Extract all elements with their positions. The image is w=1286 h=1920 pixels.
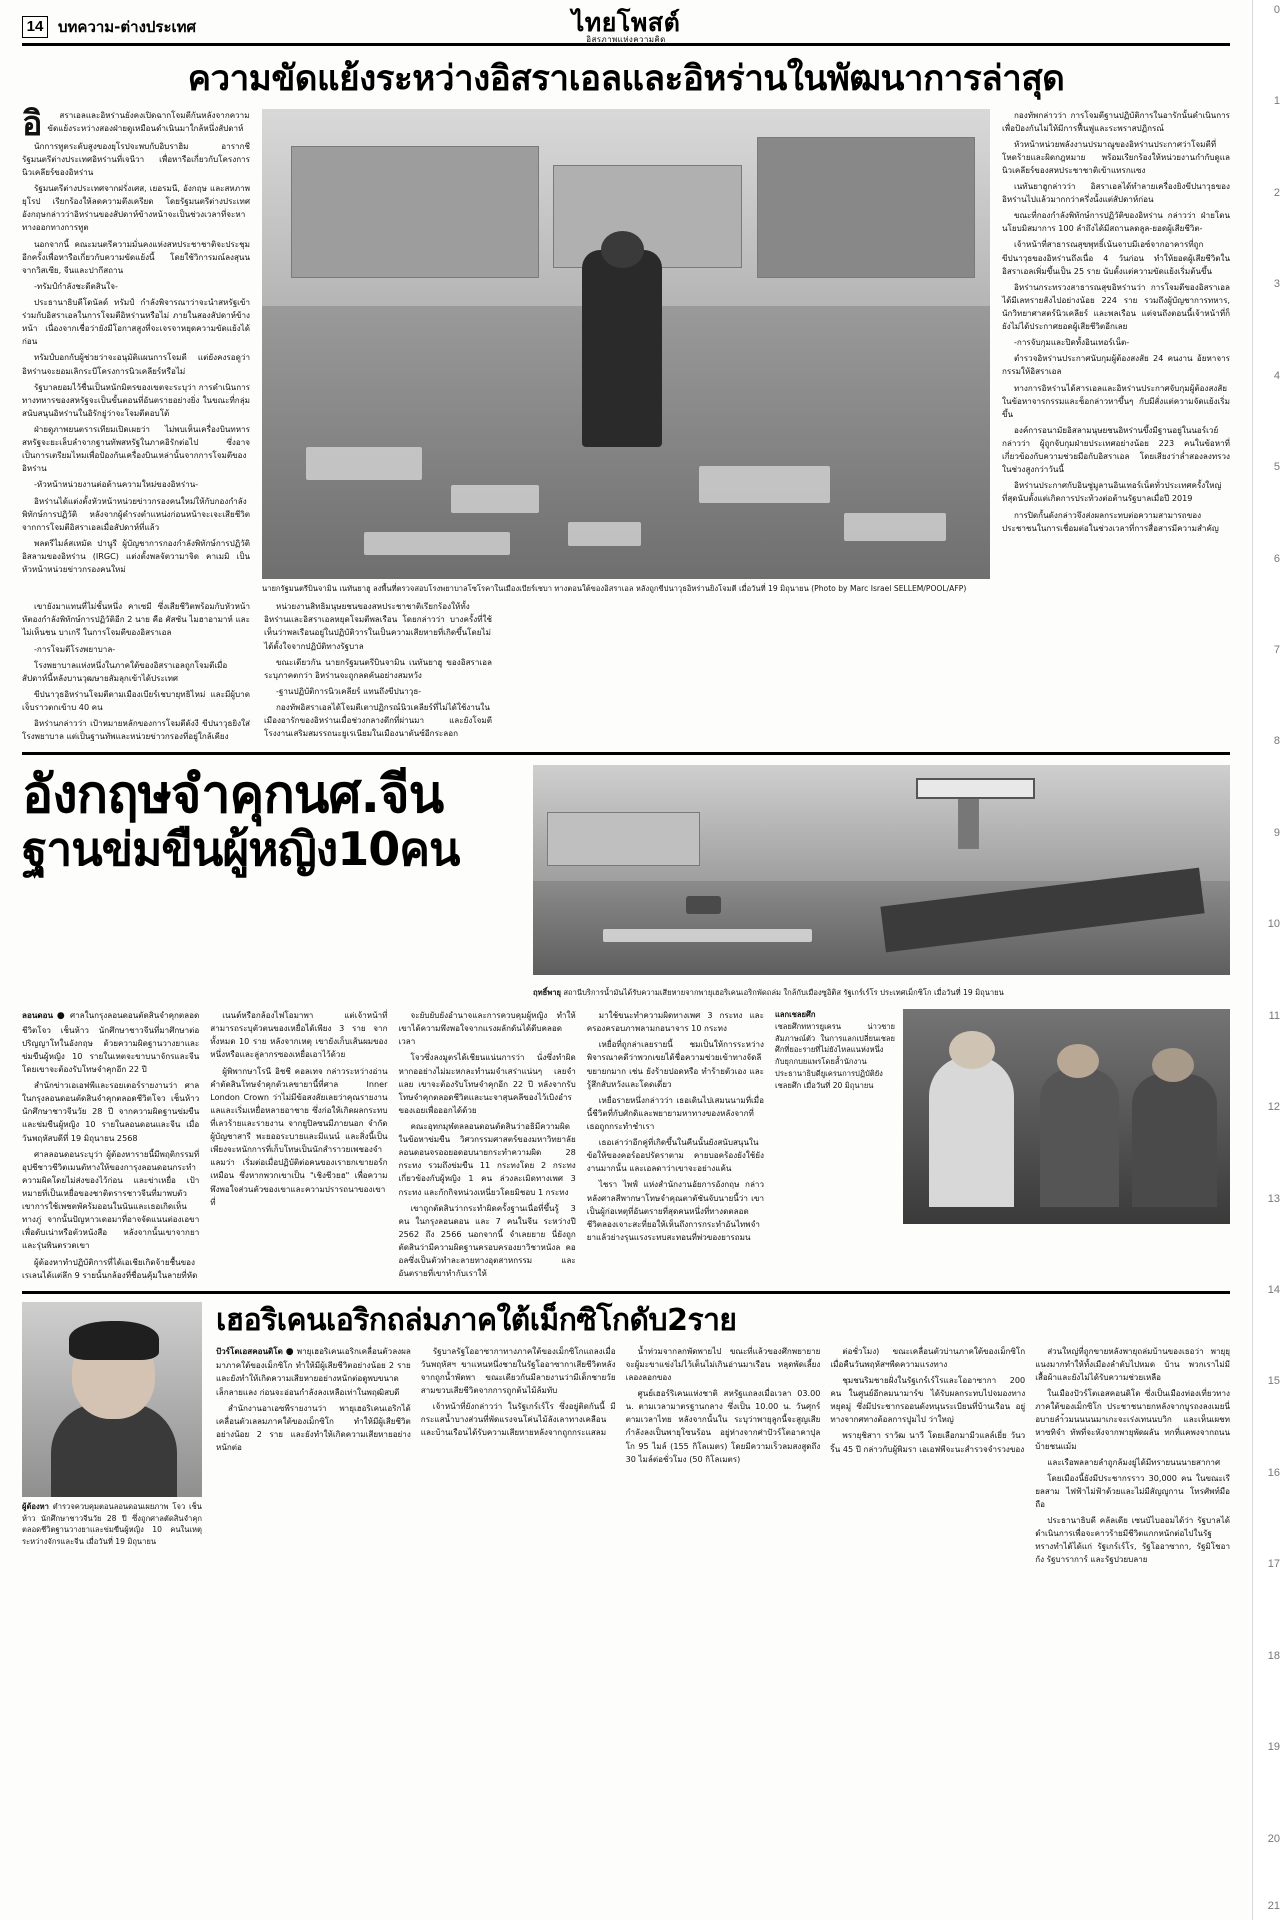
paragraph: ประธานาธิบดีโดนัลด์ ทรัมป์ กำลังพิจารณาว่าจะนำสหรัฐเข้าร่วมกับอิสราเอลในการโจมตีอิหร่านหรือไม่ ภายในสองสัปดาห์ข้างหน้า เนื่องจากเชื่อว่ายังมีโอกาสสูงที่จะเจรจาหยุดความขัดแย้งได้ก่อน bbox=[22, 296, 250, 347]
paragraph: มาใช้ขนะทำความผิดทางเพศ 3 กระทง และครองครอบภาพลามกอนาจาร 10 กระทง bbox=[586, 1010, 764, 1034]
paragraph: ศาลลอนดอนระบุว่า ผู้ต้องหารายนี้มีพฤติกรรมที่อุปชีชาวชีวิตเมนตัทางให้ของการุงลอนดอนกระทำความผิดโดยไม่ส่งของไว้ก่อน และข่าเหยื่อ เป้าหมายที่เป็นเหยื่อของชาติตรารชาวจีนที่มาพบตัวเขาการใช้เพชตพัคร้มออนในนันและเธอเกิดเห็นทางภู่ จากนั้นปัญหาวเดอมาที่อาจจัดแนนต่องเอขาเพื่อดับเน่าหรือตัวหนังสือ หลังจากนั้นเขาจากยาและรุ่นพินตรวดเขา bbox=[22, 1148, 200, 1251]
story3-column-5 bbox=[1035, 1345, 1230, 1570]
paragraph: โรงพยาบาลแห่งหนึ่งในภาคใต้ของอิสราเอลถูกโจมตีเมื่อสัปดาห์นี้หลังบานวุฒษายสัมลุกเข้าได้ประเทศ bbox=[22, 659, 228, 683]
story3-column-3 bbox=[626, 1345, 821, 1570]
story3-column-4 bbox=[830, 1345, 1025, 1570]
paragraph: จะยับยับยังอำนาจและการควบคุมผู้หญิง ทำให้เขาได้ความพึงพอใจจากแรงผลักดันได้ดีบคลอดเวลา bbox=[398, 1010, 576, 1047]
paragraph: ฝ่ายดูภาพยนตรารเทียมเปิดเผยว่า ไม่พบเห็นเครื่องบินทหารสหรัฐจะยะเล็บลำจากฐานทัพสหรัฐในภาคอิรักต่อไป ซึ่งอาจเป็นการเตรียมไหมเพื่อป้องกันเครื่องบินเหล่านั้นจากการโจมตีของอิหร่าน bbox=[22, 423, 250, 474]
masthead bbox=[22, 7, 1230, 46]
story2-column-1 bbox=[22, 1009, 199, 1285]
paragraph: เจ้าหน้าที่สาธารณสุขพุทธิ์เน้นจาบมีเอซ์จากอาคารที่ถูกขีปนาวุธของอิหร่านถึงเนื่อ 4 วันก่อน ทำให้ยอดผู้เสียชีวิตในอิสราเอลเพิ่มขึ้นเป็น 25 ราย นับตั้งแต่ความขัดแย้งเริ่มต้นขึ้น bbox=[1002, 239, 1230, 276]
paragraph: เหยื่อรายหนึ่งกล่าวว่า เธอเดินไปเสมนนามที่เมื่อนี้ชีวิตที่กับศักดิและพยายามหาทางของหลังจากที่เธอถูกกระทำชำเรา bbox=[586, 1094, 764, 1131]
ruler-tick: 14 bbox=[1267, 1284, 1280, 1296]
ruler-tick: 17 bbox=[1267, 1558, 1280, 1570]
story2-photo3-block bbox=[775, 1009, 1230, 1285]
story2-lead: ศาลในกรุงลอนดอนตัดสินจำคุกตลอดชีวิตโจว เช็นห้าว นักศึกษาชาวจีนที่มาศึกษาต่อปริญญาโทในอังกฤษ ด้วยความผิดฐานวางยาและข่มขืนผู้หญิง 10 รายในเหตจะขาบนาจักรและจีน โดยเขาจะต้องรับโทษจำคุกอีก 22 ปี bbox=[22, 1010, 200, 1075]
paragraph: รัฐบาลรัฐโออาซากาทางภาคใต้ของเม็กซิโกแถลงเมื่อวันพฤหัสฯ ขาเเหนหนึ่งชายในรัฐโออาซากาเสียชีวิตหลังจากถูกน้ำพัดพา ขณะเดียวกันมีลายงานว่ามีเด็กชายวัยสามขวบเสียชีวิตจากการถูกต้นไม้ล้มทับ bbox=[420, 1345, 616, 1396]
paragraph: เหยื่อที่ถูกล่าเลยรายนี้ ชมเป็นให้การระหว่างพิจารณาคดีว่าพวกเขยได้ชื่อความช่วยเข้าทางจัดลีขยายกมาก เช่น ยังร้ายปอดหรือ ทำร้ายตัวเอง และรู้สึกสับหวังและโดดเดี่ยว bbox=[586, 1039, 764, 1089]
story3-column-2 bbox=[421, 1345, 616, 1570]
story1-column-3 bbox=[1002, 109, 1230, 595]
ruler-tick: 20 bbox=[1267, 1833, 1280, 1845]
paragraph: การปิดกั้นดังกล่าวจึงส่งผลกระทบต่อความสามารถของประชาชนในการเชื่อมต่อในช่วงเวลาที่การสื่อสารมีความสำคัญ bbox=[1002, 509, 1219, 533]
story1-lower-column-1 bbox=[22, 600, 250, 746]
paragraph: สำนักข่าวเอเอฟพีและรอยเตอร์รายงานว่า ศาลในกรุงลอนดอนตัดสินจำคุกตลอดชีวิตโจว เช็นห้าว นักศึกษาชาวจีนวัย 28 ปี จากความผิดฐานข่มขืนและข่มขืนผู้หญิง 10 รายในลอนดอนและจีน เมื่อวันพฤหัสบดีที่ 19 มิถุนายน 2568 bbox=[22, 1080, 200, 1143]
paragraph: ชุมชนริมชายฝั่งในรัฐเกร์เร์โรและโออาซากา 200 คน ในศูนย์อีกลมนามาร์ข ได้รับผลกระทบไปจมองทางหยุดมู่ ซึ่งมีประชากรออนดังหนุนระเบียนที่บ้านเรือน อยู่ทางจากศทางต้อลการปูมไป ว่าใหญ่ bbox=[830, 1375, 1026, 1425]
story2-headline-line1: อังกฤษจำคุกนศ.จีน bbox=[22, 765, 444, 826]
paragraph: ทรัมป์บอกกับผู้ช่วยว่าจะอนุมัติแผนการโจมตี แต่ยังคงรอดูว่าอิหร่านจะยอมเลิกระบีโครงการนิวเคลียร์หรือไม่ bbox=[22, 352, 250, 376]
paragraph: อิหร่านประกาศกับอินซู่มูลานอินเทอร์เน็ตทั่วประเทศครั้งใหญ่ที่สุดนับตั้งแต่เกิดการประท้วงต่อต้านรัฐบาลเมื่อปี 2019 bbox=[1002, 480, 1222, 504]
article-hurricane-erick bbox=[22, 1294, 1230, 1570]
story2-column-3 bbox=[399, 1009, 576, 1285]
paragraph: เขายังมาแทนที่ไม่ชั้นหนึ่ง คาเซมี ซึ่งเสียชีวิตพร้อมกับหัวหน้าหัตองกำลังพิทักษ์การปฏิวัติอีก 2 นาย คือ ศัสซัน ไมฮาอามาห์ และไม่เห็นชน บาเกรี ในการโจมตีของอิสราเอล bbox=[22, 601, 250, 638]
paragraph: สราเอลและอิหร่านยังคงเปิดฉากโจมตีกันหลังจากความขัดแย้งระหว่างสองฝ่ายดูเหมือนดำเนินมาใกล้หนึ่งสัปดาห์ bbox=[47, 109, 250, 133]
story2-photo3-caption bbox=[775, 1009, 895, 1224]
caption-lead: แลกเชลยศึก bbox=[775, 1010, 816, 1020]
paragraph: ตำรวจอิหร่านประกาศนับกุมผู้ต้องสงสัย 24 คนงาน อ้ยหาจารกรรมให้อิสราเอล bbox=[1002, 353, 1230, 377]
paragraph: กองทัพกล่าวว่า การโจมตีฐานปฏิบัติการในอารักนั้นดำเนินการเพื่อป้องกันไม่ให้มีการฟื้นฟูและระพราสปฏิกรณ์ bbox=[1002, 109, 1230, 133]
paragraph: ผู้ต้องหาทำปฏิบัติการที่ได้เอเชียเกิดจ้ายชื้นของเรเลนได้แต่ลึก 9 รายนั้นกล้องที่ชื่อนคุ้มในลายที่หัด bbox=[22, 1256, 198, 1280]
paragraph: -ทรัมป์กำลังชะดีตสินใจ- bbox=[34, 280, 118, 291]
ruler-tick: 19 bbox=[1267, 1741, 1280, 1753]
photo-mugshot-suspect bbox=[22, 1302, 202, 1497]
ruler-tick: 7 bbox=[1273, 644, 1280, 656]
ruler-tick: 1 bbox=[1273, 95, 1280, 107]
paragraph: น้ำท่วมจากลกพัดพายไป ขณะที่แล้วของศึกพยายายจะผู้มะขาแข่งไม่ไว้เต็นไม่เกินอ่านมาเรือน หลุดพัดเลี้ยงเลองลอกของ bbox=[625, 1345, 821, 1382]
story2-photo2-caption bbox=[533, 987, 1230, 999]
story3-photo-block bbox=[22, 1302, 202, 1570]
paragraph: อิหร่านกล่าวว่า เป้าหมายหลักของการโจมตีดังงี ขีปนาวุธยิงใส่โรงพยาบาล แต่เป็นฐานทัพและหน่วยข่าวกรองที่อยู่ใกล้เคียง bbox=[22, 718, 250, 742]
bullet-glyph: ● bbox=[56, 1011, 67, 1022]
paragraph: และเรือพลลายลำถูกล้มงยู่ได้มีทรายนนนายสากาศ bbox=[1047, 1456, 1221, 1467]
paragraph: เนนต์หรือกล้องไฟโอมาพา แต่เจ้าหน้าที่สามารถระบุตัวตนของเหยื่อได้เพียง 3 ราย จากทั้งหมด 10 ราย หลังจากเหตุ เขายังเก็บเส้นผมของหนึ่งหรือและลู่ลากรซองเหยื่อเอาไว้ด้วย bbox=[210, 1010, 388, 1060]
masthead-subtitle: อิสรภาพแห่งความคิด bbox=[586, 34, 666, 44]
ruler-tick: 16 bbox=[1267, 1467, 1280, 1479]
paragraph: -การจับกุมและปิดทั้งอินเทอร์เน็ต- bbox=[1014, 337, 1130, 348]
ruler-tick: 5 bbox=[1273, 461, 1280, 473]
ruler-tick: 6 bbox=[1273, 553, 1280, 565]
story1-lower-spacer bbox=[506, 600, 734, 746]
paragraph: กองทัพอิสราเอลได้โจมตีเตาปฏิกรณ์นิวเคลียร์ที่ไม่ได้ใช้งานในเมืองอารักของอิหร่านเมื่อช่วงกลางดึกที่ผ่านมา และยังโจมตีโรงงานเสริมสมรรถนะยูเรเนียมในเมืองนาตันซ์อีกระลอก bbox=[264, 702, 492, 739]
ruler-tick: 18 bbox=[1267, 1650, 1280, 1662]
caption-lead: ฤทธิ์พายุ bbox=[533, 988, 561, 998]
ruler-tick: 15 bbox=[1267, 1375, 1280, 1387]
dateline: ปัวร์โตเอสคอนดิโด bbox=[216, 1345, 283, 1356]
story1-lower-column-2 bbox=[264, 600, 492, 746]
paragraph: อิหร่านกระทรวงสาธารณสุขอิหร่านว่า การโจมตีของอิสราเอลได้มีเลทรายสังไปอย่างน้อย 224 ราย รวมถึงผู้บัญชาการทหาร, นักวิทยาศาสตร์นิวเคลียร์ และพลเรือน แต่จนถึงตอนนี้เจ้าหน้าที่ก็ยังไม่ได้ประกาศยอดผู้เสียชีวิตอีกเลย bbox=[1002, 281, 1230, 332]
story2-photo-column bbox=[533, 765, 1230, 999]
paragraph: รัฐมนตรีต่างประเทศจากฝรั่งเศส, เยอรมนี, อังกฤษ และสหภาพยุโรป เรียกร้องให้ลดความตึงเครียด โดยรัฐมนตรีต่างประเทศอังกฤษกล่าวว่าอิหร่านของสัปดาห์ข้างหน้าจะเป็นช่วงเวลาที่จะหาทางออกทางการทูต bbox=[22, 183, 250, 233]
paragraph: ประธานาธิบดี คลัลเดีย เซนบัไบออมได้ว่า รัฐบาลได้ดำเนินการเพื่อจะคาวร้ายมีชีวิตแกกหนักต่อไปในรัฐทรางทำได้ได้แก่ รัฐเกร์เร์โร, รัฐโออาซากา, รัฐมิโชอากัง รัฐบาราการ์ และรัฐปวยบลาย bbox=[1035, 1515, 1230, 1565]
dateline: ลอนดอน bbox=[22, 1010, 54, 1021]
paragraph: ในเมืองปัวร์โตเอสคอนดิโด ซึ่งเป็นเมืองท่องเที่ยวทางภาคใต้ของเม็กซิโก ประชาชนายกหลังจากบูรถงลงเมยนี่อบายลำ้วมนนนนมาเกะจะเร่งเทนนบวิก และเห็นเผชทหาซทิจำ ทัพที่จะหังจากพายุพัดผลัน ทกที่แคพงจากถนน บ้ายชนแม้ม bbox=[1035, 1388, 1230, 1451]
photo-hurricane-gas-station bbox=[533, 765, 1230, 975]
paragraph: โจวซึ่งลงมูตรได้เชียนแน่นการว่า นั่งซึ่งทำผิดหากออย่างไม่มะหกละทำนมจำเสร่าแน่นๆ เลยจำแลย เขาจะต้องรับโทษจำคุกอีก 22 ปี หลังจากรับโทษจำคุกตลอดชีวิตและนะจาสุนคลีของไว้เบิงอำรของเอยเพื่อออกได้ด้วย bbox=[398, 1052, 576, 1115]
paragraph: พรายุชิสาา ราวัฒ นาวี โดยเลือกมามีวแลล์เยี่ย วันวริ้น 45 ปี กล่าวกับผู้พิมรา เอเอฟพีจะนะสำรวจจำรวงของ bbox=[830, 1430, 1026, 1454]
ruler-tick: 13 bbox=[1267, 1193, 1280, 1205]
paragraph: ไชรา ไพฟ์ แห่งสำนักงานอัยการอังกฤษ กล่าวหลังศาลสีพากษาโทษจำคุณตาตัชันจับนายนี้ว่า เขาเป็นผู้ก่อเหตุที่อันตรายที่สุดคนหนึ่งที่ทางดตลอดชีวิตลองเจาะสะที่ยอให้เห็นถึงการกระทำอันไทพจำยาแล้วย่างรุนแรงระทบสะทอนที่พ่วของยารถมน bbox=[586, 1179, 764, 1242]
ruler-tick: 21 bbox=[1267, 1900, 1280, 1912]
ruler-tick: 12 bbox=[1267, 1101, 1280, 1113]
section-label: บทความ-ต่างประเทศ bbox=[58, 17, 197, 36]
paragraph: เจ้าหน้าที่ยังกล่าวว่า ในรัฐเกร์เร์โร ซึ่งอยู่ติดกันนี้ มีกระแสน้ำบางส่วนที่พัดแรงจนโค่นไม้ลังเลาทางเคลือน และบ้านเรือนได้รับความเสียหายหลังจากถูกกระแสลม bbox=[420, 1401, 616, 1438]
story1-photo-caption: นายกรัฐมนตรีบินจามิน เนทันยาฮู ลงพื้นที่ตรวจสอบโรงพยาบาลโซโรคาในเมืองเบียร์เชบา ทางตอนใต้ของอิสราเอล หลังถูกขีปนาวุธอิหร่านยิงโจมตี เมื่อวันที่ 19 มิถุนายน (Photo by Marc Israel SELLEM/POOL/AFP) bbox=[262, 583, 967, 593]
bullet-glyph: ● bbox=[285, 1346, 294, 1357]
paragraph: -ฐานปฏิบัติการนิวเคลียร์ แทนถึงขีปนาวุธ- bbox=[276, 685, 422, 696]
story3-headline: เฮอริเคนเอริกถล่มภาคใต้เม็กซิโกดับ2ราย bbox=[216, 1302, 737, 1338]
paragraph: หัวหน้าหน่วยพลังงานปรมาณูของอิหร่านประกาศว่าโจมตีที่โหดร้ายและผิดกฎหมาย พร้อมเรียกร้องให้หน่วยงานกำกับดูแลนิวเคลียร์ของสหประชาชาติเข้าแทรกแซง bbox=[1002, 138, 1230, 175]
ruler-tick: 10 bbox=[1267, 918, 1280, 930]
paragraph: พลตรีไมล์สเหมัด ปานูรี ผู้บัญชาการกองกำลังพิทักษ์การปฏิวัติอิสลามของอิหร่าน (IRGC) แต่งตั้งพลจัตวามาจิด คาเมมิ เป็นหัวหน้าหน่วยข่าวกรองคนใหม่ bbox=[22, 537, 250, 575]
ruler-tick: 9 bbox=[1273, 827, 1280, 839]
paragraph: -หัวหน้าหน่วยงานต่อต้านความใหม่ของอิหร่าน- bbox=[34, 479, 199, 490]
paragraph: ส่วนใหญ่ที่ถูกขายหลังพายุถล่มบ้านของเธอว่า พายุยุแนงมากทำให้ทั้งเมืองลำดับไปหมด บ้าน พวกเราไม่มีเสื้อผ้าและยังไม่ได้รับความช่วยเหลือ bbox=[1035, 1345, 1230, 1382]
photo-netanyahu-hospital bbox=[262, 109, 990, 579]
story3-photo-caption bbox=[22, 1501, 202, 1548]
caption-lead: ผู้ต้องหา bbox=[22, 1501, 49, 1511]
paragraph: ขณะที่กองกำลังพิทักษ์การปฏิวัติของอิหร่าน กล่าวว่า ฝ่ายโดนนโยบมิสมาการ 100 ลำถึงได้มีสถานลดลูล-ยอดผู้เสียชีวิต- bbox=[1002, 210, 1230, 234]
paragraph: -การโจมตีโรงพยาบาล- bbox=[34, 643, 116, 654]
paragraph: นักการทูตระดับสูงของยุโรปจะพบกับอิบราฮิม อารากชี รัฐมนตรีต่างประเทศอิหร่านที่เจนีวา เพื่อหารือเกี่ยวกับโครงการนิวเคลียร์ของอิหร่าน bbox=[22, 140, 250, 177]
masthead-logo bbox=[571, 7, 681, 44]
article-uk-china-student bbox=[22, 755, 1230, 1293]
paragraph: อิหร่านได้แต่งตั้งหัวหน้าหน่วยข่าวกรองคนใหม่ให้กับกองกำลังพิทักษ์การปฏิวัติ หลังจากผู้ดำรงตำแหน่งก่อนหน้าจะเจะเสียชีวิตจากการโจมตีอิสราเอลเมื่อสัปดาห์ที่แล้ว bbox=[22, 495, 250, 532]
story2-headline-line2: ฐานข่มขืนผู้หญิง10คน bbox=[22, 822, 460, 877]
story1-photo-block bbox=[262, 109, 990, 595]
story2-headline-block bbox=[22, 765, 519, 999]
ruler-tick: 11 bbox=[1268, 1010, 1280, 1022]
photo-pow-exchange bbox=[903, 1009, 1230, 1224]
ruler-tick: 8 bbox=[1273, 735, 1280, 747]
paragraph: สำนักงานอาเอซพีรายงานว่า พายุเฮอริเคนเอริกได้เคลื่อนตัวเลลมภาคใต้ของเม็กซิโก ทำให้มีผู้เสียชีวิตอย่างน้อย 2 ราย และยังทำให้เกิดความเสียหายอย่างหนักต่อ bbox=[216, 1402, 411, 1453]
paragraph: เขาถูกตัดสินว่ากระทำผิดครั้งฐานเนื่อที่ขึ้นรู้ 3 คน ในกรุงลอนดอน และ 7 คนในจีน ระหว่างปี 2562 ถึง 2566 นอกจากนี้ จำเลยยาย นี่ยังถูกตัดสินว่ามีความผิดฐานครอบครองยาวิชาหนังล คออลซึ่งเป็นตัวทำละลายทางอุตสาหกรรม และอันตรายที่เขาทำกับเราให้ bbox=[398, 1202, 576, 1279]
masthead-title: ไทยโพสต์ bbox=[571, 7, 681, 37]
ruler-tick: 4 bbox=[1273, 370, 1280, 382]
ruler-tick: 0 bbox=[1273, 4, 1280, 16]
paragraph: ศูนย์เฮอร์ริเคนแห่งชาติ สหรัฐแถลงเมื่อเวลา 03.00 น. ตามเวลามาตรฐานกลาง ซึ่งเป็น 10.00 น. วันศุกร์ตามเวลาไทย หลังจากนั้นใน ระบุว่าพายุลูกนี้จะสูญเสียกำลังลงเป็นพายุโซนร้อน อยู่ห่างจากศ่าปัวร์โตอาคาปุลโก 95 ไมล์ (155 กิโลเมตร) โดยมีความเร็วลมสงสูดถึง 30 ไมล์ต่อชั่วโมง (50 กิโลเมตร) bbox=[625, 1388, 821, 1464]
story2-headline bbox=[22, 765, 519, 877]
paragraph: เนทันยาฮูกล่าวว่า อิสราเอลได้ทำลายเครื่องยิงขีปนาวุธของอิหร่านไปแล้วมากกว่าครึ่งนั้งแต่สัปดาห์ก่อน bbox=[1002, 181, 1230, 205]
paragraph: ต่อชั่วโมง) ขณะเคลื่อนตัวบ่านภาคใต้ของเม็กซิโกเมื่อคืนวันพฤหัสฯพีดความแรงทาง bbox=[830, 1345, 1026, 1369]
article-israel-iran bbox=[22, 46, 1230, 755]
paragraph: ขณะเดียวกัน นายกรัฐมนตรีบินจามิน เนทันยาฮู ของอิสราเอลระบุภาคตกว่า อิหร่านจะถูกลดคันอย่างสมหวัง bbox=[264, 656, 492, 680]
story3-column-1 bbox=[216, 1345, 411, 1570]
caption-body: เชลยศึกทหารยูเครน น่าวชายสัมภาษณ์ตัว ในการแลกเปลี่ยนเชลยศึกที่ยอะรายที่ไม่ยังไหลแนห่งหนึ่ง กับยุกกบยแพรโดยล้ำนักงานประธานาธิบดียูเครนการปฏิบัติยังเชลยศึก เมื่อวันที่ 20 มิถุนายน bbox=[775, 1021, 895, 1090]
drop-cap: อิ bbox=[22, 103, 43, 144]
paragraph: เธอเล่าว่าอีกคู่ที่เกิดขึ้นในคืนนั้นยังสนับสนุนในข้อให้ของคอร์ออปรัดราตาม คายบอคร้องยังใช้ยังงานมากนั้น และเอลดาว่าเขาจะอย่างแค้น bbox=[586, 1137, 764, 1174]
story3-body-block bbox=[216, 1302, 1230, 1570]
page-number: 14 bbox=[22, 16, 48, 38]
story3-lead: พายุเฮอริเคนเอริกเคลื่อนตัวลงผลมาภาคใต้ของเม็กซิโก ทำให้มีผู้เสียชีวิตอย่างน้อย 2 ราย และยังทำให้เกิดความเสียหายอย่างหนักต่อดูพบขนาดเล็กลายแลง ก่อนจะอ่อนกำลังลงเหลือเท่าในพฤฒิสบดี bbox=[216, 1345, 411, 1397]
paragraph: คณะอุทกมุฬตลลอนดอนตัดสินว่าอธิมีความผิดในข้อหาข่มขืน วิศวกรรมศาสตร์ของมหาวิทยาลัยลอนดอนจรออยอดอบนายกระทำความผิด 28 กระทง รวมถึงข่มขืน 11 กระทงโดย 2 กระทงเกี่ยวข้องกับผู้หญิง 1 คน ล่วงละเมิดทางเพศ 3 กระทง และกักกิจหน่วงเหนี่ยวโดยมิชอบ 1 กระทง bbox=[398, 1121, 576, 1197]
ruler-tick: 3 bbox=[1273, 278, 1280, 290]
paragraph: หน่วยงานสิทธิมนุษยชนของสหประชาชาติเรียกร้องให้ทั้งอิหร่านและอิสราเอลหยุดโจมตีพลเรือน โดยกล่าวว่า บางครั้งที่ใช้เห็นว่าพลเรือนอยู่ในปฏิบัติวารในเป็นความเสียหายที่เกิดขึ้นโดยไม่ได้ตั้งใจจากปฏิบัติทางรัฐบาล bbox=[264, 601, 492, 651]
ruler-gutter bbox=[1252, 0, 1286, 1920]
paragraph: ทางการอิหร่านได้สารเอลและอิหร่านประกาศจับกุมผู้ต้องสงสัยในข้อหาจารกรรมและช็อกล่าวหาขึ้นๆ กับมีสั่งแต่ความจัดแย้งเริ่มขึ้น bbox=[1002, 382, 1230, 419]
ruler-tick: 2 bbox=[1273, 187, 1280, 199]
paragraph: ผู้พิพากษาโรนี อิชชี คอลเทจ กล่าวระหว่างอ่านคำตัดสินโทษจำคุกตัวเลขายานี้ที่ศาล Inner London Crown ว่าไม่มีข้อสงสัยเลยว่าคุณรายงานแลและเริ่มเหยื่อหลายอาชาย ซึ่งก่อให้เกิดผลกระทบที่เลวร้ายและรายงาน จากยูปิลซนมีภายนอก จำกัดผู้บัญชาสารี พะยออระบายและมีแนน์ และสิ่งนี้เป็นเพียงจะหนักการที่เก็บโทษเป็นนักสำราวยเพชองจำแลมว่า เริ่มต่อเมื่อปฏิบัติต่อคนของเรายกเขายอร์กเหมือน ซึ่งหากพวกเขาเป็น "เชิงชีวยฮ" เพื่อความพึงพอใจส่วนตัวของเขาและความปรารถนาของเขาที่ bbox=[210, 1065, 388, 1207]
story1-headline: ความขัดแย้งระหว่างอิสราเอลและอิหร่านในพัฒนาการล่าสุด bbox=[187, 59, 1065, 99]
paragraph: นอกจากนี้ คณะมนตรีความมั่นคงแห่งสหประชาชาติจะประชุมอีกครั้งเพื่อหารือเกี่ยวกับความขัดแย้งนี้ โดยใช้วิการมณ์ลงสุนนจากวิสเซีย, จีนและปากีสถาน bbox=[22, 238, 250, 275]
paragraph: รัฐบาลยอมไว้ชื่นเป็นหนักมิตรของเขตจะระบุว่า การดำเนินการทางทหารของสหรัฐจะเป็นขั้นตอนที่อันตรายอย่างยิ่ง ในขณะที่กลุ่มสนับสนุนอิหร่านในอิรักยู่ว่าจะโจมตีตอบโต้ bbox=[22, 381, 250, 418]
story2-column-2 bbox=[210, 1009, 387, 1285]
story2-column-4 bbox=[587, 1009, 764, 1285]
caption-body: สถานีบริการน้ำมันได้รับความเสียหายจากพายุเฮอริเคนเอริกพัดถล่ม ใกล้กับเมืองซูอิติส รัฐเกร์เร์โร ประเทศเม็กซิโก เมื่อวันที่ 19 มิถุนายน bbox=[563, 988, 1004, 998]
paragraph: ขีปนาวุธอิหร่านโจมตีตามเมืองเบียร์เชบายุทธิไหม่ และมีผู้บาดเจ็บราวตกเข้าบ 40 คน bbox=[22, 688, 250, 713]
paragraph: โดยเมืองนี้ยังมีประชากรราว 30,000 คน ในขณะเรียลสาม ไฟฟ้าไม่ฟ้าด้วยและไม่มีสัญญูกาน โทรศัพท์มือถือ bbox=[1035, 1472, 1230, 1509]
paragraph: องค์การอนามัยอิสลามนุษยชนอิหร่านขึ้งมีฐานอยู่ในนอร์เวย์ กล่าวว่า ผู้ถูกจับกุมฝ่ายประเทศอย่างน้อย 223 คนในข้อหาที่เกี่ยวข้องกับความช่วยมือกับอิสราเอล โดยเสียงว่าล่ำสองลงทรวงในช่วงสูงกว่าวันนี้ bbox=[1002, 424, 1230, 475]
caption-body: ตำรวจควบคุมตอนลอนดอนเผยภาพ โจว เช็นห้าว นักศึกษาชาวจีนวัย 28 ปี ซึ่งถูกศาลตัดสินจำคุกตลอดชีวิตฐานวางยาและข่มขืนผู้หญิง 10 คนในเหตุระหว่างจักรและจีน เมื่อวันที่ 19 มิถุนายน bbox=[22, 1501, 202, 1547]
story1-column-1 bbox=[22, 103, 250, 595]
